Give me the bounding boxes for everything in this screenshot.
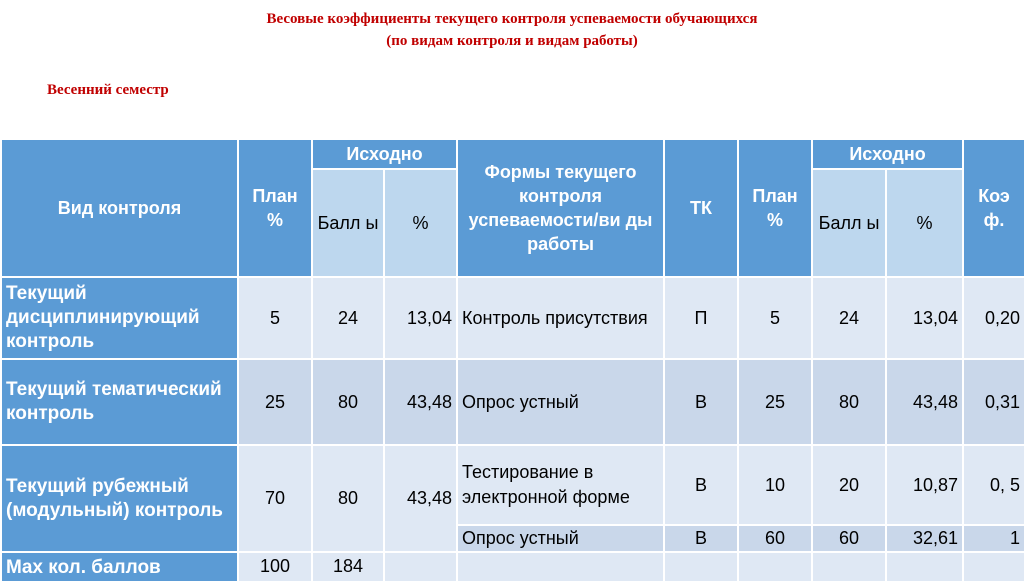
cell-koef: 0,20 — [963, 277, 1024, 359]
weights-table — [0, 138, 1024, 583]
cell-tk: В — [664, 525, 738, 552]
cell-koef: 0, 5 — [963, 445, 1024, 525]
title-line-1: Весовые коэффициенты текущего контроля успеваемости обучающихся — [266, 11, 758, 27]
cell-forma: Контроль присутствия — [457, 277, 664, 359]
cell-empty — [886, 552, 963, 582]
cell-plan-2: 25 — [738, 359, 812, 445]
cell-forma: Опрос устный — [457, 359, 664, 445]
cell-plan-2: 5 — [738, 277, 812, 359]
cell-empty — [664, 552, 738, 582]
cell-percent: 43,48 — [384, 359, 457, 445]
cell-empty — [738, 552, 812, 582]
cell-plan-2: 60 — [738, 525, 812, 552]
table-row — [1, 277, 1024, 359]
header-plan-2: План % — [738, 139, 812, 277]
header-koef: Коэ ф. — [963, 139, 1024, 277]
cell-bally-2: 24 — [812, 277, 886, 359]
cell-koef: 0,31 — [963, 359, 1024, 445]
cell-empty — [457, 552, 664, 582]
cell-empty — [812, 552, 886, 582]
cell-empty — [963, 552, 1024, 582]
cell-tk: П — [664, 277, 738, 359]
table-row — [1, 359, 1024, 445]
cell-forma: Тестирование в электронной форме — [457, 445, 664, 525]
cell-plan: 25 — [238, 359, 312, 445]
cell-koef: 1 — [963, 525, 1024, 552]
cell-percent-2: 10,87 — [886, 445, 963, 525]
cell-percent: 43,48 — [384, 445, 457, 552]
cell-percent-2: 32,61 — [886, 525, 963, 552]
cell-bally-2: 80 — [812, 359, 886, 445]
cell-percent-2: 13,04 — [886, 277, 963, 359]
cell-forma: Опрос устный — [457, 525, 664, 552]
cell-bally: 24 — [312, 277, 384, 359]
header-vid: Вид контроля — [1, 139, 238, 277]
cell-bally: 80 — [312, 445, 384, 552]
header-tk: ТК — [664, 139, 738, 277]
cell-vid: Текущий дисциплинирующий контроль — [1, 277, 238, 359]
header-ishodno-2: Исходно — [812, 139, 963, 169]
header-bally-2: Балл ы — [812, 169, 886, 277]
header-ishodno: Исходно — [312, 139, 457, 169]
cell-plan-2: 10 — [738, 445, 812, 525]
table-row-total — [1, 552, 1024, 582]
cell-tk: В — [664, 445, 738, 525]
semester-label: Весенний семестр — [47, 82, 169, 98]
cell-vid: Текущий тематический контроль — [1, 359, 238, 445]
cell-plan: 5 — [238, 277, 312, 359]
header-plan: План % — [238, 139, 312, 277]
cell-percent-2: 43,48 — [886, 359, 963, 445]
cell-vid: Текущий рубежный (модульный) контроль — [1, 445, 238, 552]
header-percent: % — [384, 169, 457, 277]
cell-total-plan: 100 — [238, 552, 312, 582]
table-row — [1, 445, 1024, 525]
cell-percent: 13,04 — [384, 277, 457, 359]
title-line-2: (по видам контроля и видам работы) — [386, 33, 638, 49]
cell-plan: 70 — [238, 445, 312, 552]
cell-total-label: Max кол. баллов — [1, 552, 238, 582]
cell-bally: 80 — [312, 359, 384, 445]
cell-bally-2: 60 — [812, 525, 886, 552]
header-percent-2: % — [886, 169, 963, 277]
cell-tk: В — [664, 359, 738, 445]
header-bally: Балл ы — [312, 169, 384, 277]
cell-empty — [384, 552, 457, 582]
header-formy: Формы текущего контроля успеваемости/ви ды работы — [457, 139, 664, 277]
cell-total-bally: 184 — [312, 552, 384, 582]
cell-bally-2: 20 — [812, 445, 886, 525]
page-title — [0, 8, 1024, 52]
